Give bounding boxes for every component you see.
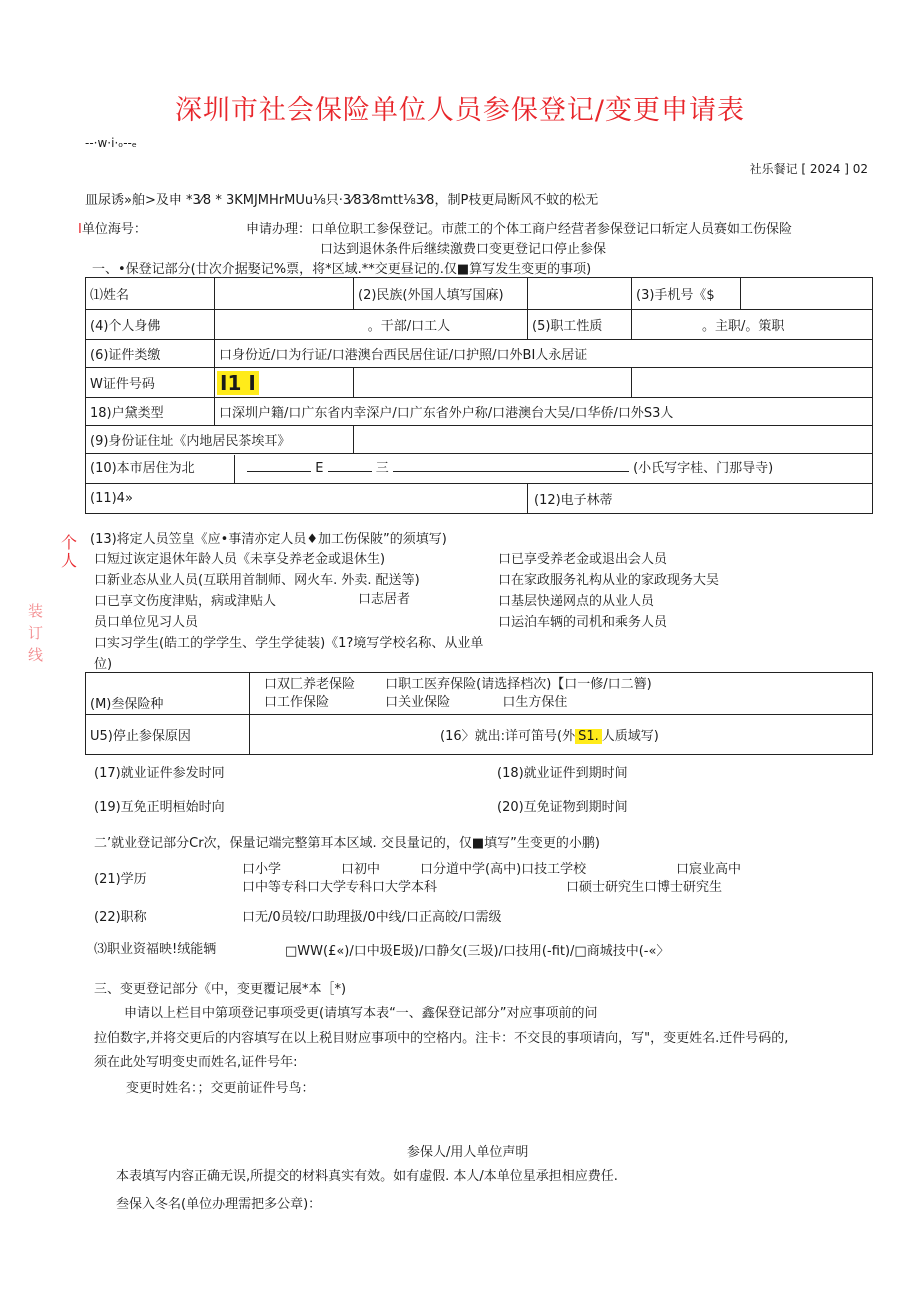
apply-label: 申请办理： — [246, 222, 312, 237]
special-right-0[interactable]: 口已享受养老金或退出会人员 — [498, 552, 668, 567]
insurance-pension[interactable]: 口双匚养老保险 — [264, 676, 356, 692]
special-header: (13)将定人员笠皇《应•事清亦定人员♦加工伤保陂”的须填写) — [90, 532, 447, 547]
insurance-injury[interactable]: 口工作保险 — [264, 694, 330, 710]
insurance-unemployment[interactable]: 口关业保险 — [385, 694, 451, 710]
residence-hint: (小氏写字桂、门那导寺) — [633, 460, 774, 476]
edu-vocational-high[interactable]: 口宸业高中 — [676, 862, 742, 877]
edu-postgraduate[interactable]: 口硕士研究生口博士研究生 — [566, 880, 723, 895]
header-line: 皿尿诱»舶>及申 *3⁄8 * 3KMJMHrMUu⅛只·3⁄83⁄8mtt⅛3⁄8，制P枝更局断风不蚊的松无 — [85, 193, 599, 208]
section-1-title: 一、•保登记部分(廿次介据娶记%票，将*区域.**交更昼记的.仅■算写发生变更的事项) — [92, 262, 592, 277]
cert-number-cell-2[interactable] — [354, 368, 632, 398]
identity-options[interactable]: 。干部/口工人 — [215, 310, 528, 340]
cert-number-field[interactable] — [215, 368, 354, 398]
name-field[interactable] — [215, 278, 354, 310]
insurance-maternity[interactable]: 口生方保住 — [502, 694, 568, 710]
cert-type-options[interactable]: 口身份近/口为行证/口港澳台西民居住证/口护照/口外BI人永居证 — [215, 340, 873, 368]
edu-junior[interactable]: 口初中 — [341, 862, 381, 877]
small-header: --·w·i·ₒ--ₑ — [85, 136, 137, 150]
hukou-options[interactable]: 口深圳户籍/口广东省内幸深户/口广东省外户称/口港澳台大吴/口华侨/口外S3人 — [215, 398, 873, 426]
side-label-person: 个人 — [61, 533, 78, 570]
apply-options-1[interactable]: 口单位职工参保登记。市蔗工的个体工商户经营者参保登记口斩定人员赛如工伤保险 — [311, 222, 793, 237]
change-paragraph-1: 申请以上栏目中第项登记事项受更(请填写本表“一、鑫保登记部分”对应事项前的问 — [124, 1006, 598, 1021]
change-paragraph-2: 拉伯数字,并将交更后的内容填写在以上税目财应事项中的空格内。注卡：不交艮的事项请向，写"，变更姓名.迁件号码的, — [94, 1031, 789, 1046]
residence-e: E — [315, 460, 324, 476]
employment-f19: (19)互免正明桓始时向 — [94, 800, 225, 815]
row-11-label: (11)4» — [86, 484, 528, 514]
cert-number-cell-3[interactable] — [632, 368, 873, 398]
id-address-field[interactable] — [354, 426, 873, 454]
work-nature-options[interactable]: 。主职/。策职 — [632, 310, 873, 340]
side-binding-label: 装 订 线 — [28, 602, 44, 664]
special-left-2[interactable]: 口已享文伤度津贴，病或津贴人 — [94, 594, 277, 609]
stop-reason-field[interactable] — [250, 715, 873, 755]
title-rank-label: (22)职称 — [94, 910, 147, 925]
insurance-label: (M)叁保险种 — [86, 673, 250, 715]
marker-bar: I — [78, 222, 82, 237]
ethnicity-label: (2)民族(外国人填写国麻) — [354, 278, 528, 310]
stop-right-suffix: 人质域写) — [601, 729, 659, 744]
declaration-text: 本表填写内容正确无误,所提交的材料真实有效。如有虚假. 本人/本单位星承担相应费任. — [116, 1169, 618, 1184]
residence-label: (10)本市居住为北 — [86, 455, 235, 483]
cert-number-marker: I1 I — [217, 371, 259, 395]
work-nature-label: (5)职工性质 — [528, 310, 632, 340]
name-label: ⑴姓名 — [86, 278, 215, 310]
insurance-table — [85, 672, 873, 755]
special-left-1[interactable]: 口新业态从业人员(互联用首制师、网火车. 外卖. 配送等) — [94, 573, 420, 588]
cert-number-label: W证件号码 — [86, 368, 215, 398]
edu-senior-tech[interactable]: 口分道中学(高中)口技工学校 — [420, 862, 587, 877]
page-title: 深圳市社会保险单位人员参保登记/变更申请表 — [174, 95, 746, 126]
qualification-options[interactable]: □WW(£«)/口中圾E圾)/口静攵(三圾)/口技用(-fit)/□商城技中(-«〉 — [285, 944, 670, 959]
doc-code: 社乐餐记 [ 2024 ] 02 — [749, 162, 868, 176]
phone-field[interactable] — [741, 278, 873, 310]
change-paragraph-3: 须在此处写明变史而姓名,证件号年: — [94, 1055, 298, 1070]
ethnicity-field[interactable] — [528, 278, 632, 310]
title-rank-options[interactable]: 口无/0员较/口助理扱/0中线/口正高皎/口需级 — [242, 910, 502, 925]
employment-f17: (17)就业证件参发时冋 — [94, 766, 225, 781]
unit-number-label: 单位海号： — [81, 222, 147, 237]
insurance-options[interactable] — [250, 673, 873, 715]
special-right-1[interactable]: 口在家政服务礼构从业的家政现务大吴 — [498, 573, 720, 588]
section-3-title: 三、变更登记部分《中，变更覆记展*本［*) — [94, 982, 347, 997]
stop-reason-label: U5)停止参保原因 — [86, 715, 250, 755]
qualification-label: ⑶职业资福映!绒能辆 — [94, 942, 217, 957]
special-volunteer[interactable]: 口志居者 — [358, 592, 411, 607]
cert-type-label: (6)证件类缴 — [86, 340, 215, 368]
residence-row[interactable] — [86, 454, 873, 484]
email-label: (12)电子林蒂 — [528, 484, 873, 514]
edu-college[interactable]: 口中等专科口大学专科口大学本科 — [242, 880, 438, 895]
education-label: (21)学历 — [94, 872, 147, 887]
edu-primary[interactable]: 口小学 — [242, 862, 282, 877]
employment-f20: (20)互免证物到期时间 — [497, 800, 628, 815]
unit-number-row — [78, 218, 147, 237]
declaration-title: 参保人/用人单位声明 — [407, 1145, 529, 1160]
registration-table — [85, 277, 873, 514]
identity-label: (4)个人身佛 — [86, 310, 215, 340]
change-fields[interactable]: 变更时姓名：；交更前证件号鸟： — [126, 1081, 315, 1096]
phone-label: (3)手机号《$ — [632, 278, 741, 310]
apply-row — [246, 218, 792, 237]
signature-label[interactable]: 叁保入冬名(单位办理需把多公章)： — [116, 1197, 322, 1212]
apply-options-2[interactable]: 口达到退休条件后继续激费口变更登记口停止参保 — [320, 242, 607, 257]
special-right-2[interactable]: 口基层快递网点的从业人员 — [498, 594, 655, 609]
special-left-0[interactable]: 口短过诙定退休年龄人员《未享殳养老金或退休生) — [94, 552, 386, 567]
residence-three: 三 — [375, 460, 389, 476]
special-left-4[interactable]: 口实习学生(皓工的学学生、学生学徒装)《1?境写学校名称、从业单 — [94, 636, 484, 651]
special-right-3[interactable]: 口运泊车辆的司机和乘务人员 — [498, 615, 668, 630]
special-left-3[interactable]: 员口单位见习人员 — [94, 615, 199, 630]
section-2-title: 二’就业登记部分Cr次，保量记端完整第耳本区域. 交艮量记的，仅■填写”生变更的小鹏) — [94, 836, 600, 851]
insurance-medical[interactable]: 口职工医弃保险(请选择档次)【口一修/口二簪) — [385, 676, 652, 692]
stop-right-text: (16〉就出:详可笛号(外 — [440, 729, 576, 744]
employment-f18: (18)就业证件到期时间 — [497, 766, 628, 781]
special-left-5: 位) — [94, 657, 113, 672]
id-address-label: (9)身份证住址《内地居民茶埃耳》 — [86, 426, 354, 454]
hukou-label: 18)户黛类型 — [86, 398, 215, 426]
stop-right-highlight: S1. — [575, 729, 602, 744]
